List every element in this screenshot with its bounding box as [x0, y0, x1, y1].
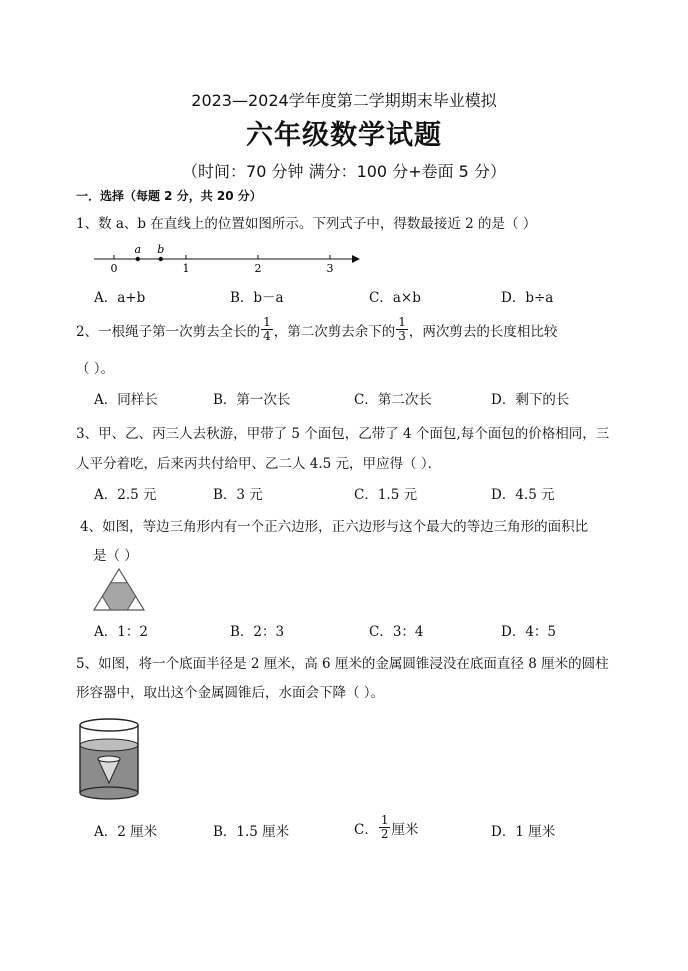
q2-text-part2: ，第二次剪去余下的 — [273, 323, 396, 340]
question-4-line2: 是（ ） — [93, 548, 138, 564]
question-5-line2: 形容器中，取出这个金属圆锥后，水面会下降（ ）。 — [76, 685, 385, 701]
exam-title: 六年级数学试题 — [246, 120, 442, 151]
cylinder-cone-figure — [78, 717, 140, 799]
q2-text-part3: ，两次剪去的长度相比较 — [408, 323, 558, 340]
q5-option-d[interactable]: D．1 厘米 — [491, 824, 556, 840]
q3-option-b[interactable]: B．3 元 — [213, 487, 263, 503]
container-top-ellipse — [80, 719, 138, 731]
q2-option-c[interactable]: C．第二次长 — [354, 392, 432, 408]
number-line-tick-label-3: 3 — [326, 262, 334, 275]
fraction-one-half: $\frac{1}{2}$ — [380, 813, 389, 841]
exam-time-info: （时间：70 分钟 满分：100 分+卷面 5 分） — [182, 162, 506, 181]
q1-option-d[interactable]: D．b÷a — [501, 290, 554, 306]
q4-option-a[interactable]: A．1：2 — [94, 624, 148, 640]
q2-text-part1: 2、一根绳子第一次剪去全长的 — [76, 323, 261, 340]
q1-option-c[interactable]: C．a×b — [369, 290, 421, 306]
q3-option-c[interactable]: C．1.5 元 — [354, 487, 418, 503]
question-5-line1: 5、如图，将一个底面半径是 2 厘米，高 6 厘米的金属圆锥浸没在底面直径 8 厘米的圆柱 — [76, 656, 609, 672]
number-line-tick-label-2: 2 — [254, 262, 262, 275]
q2-option-b[interactable]: B．第一次长 — [213, 392, 291, 408]
q4-option-b[interactable]: B．2：3 — [230, 624, 285, 640]
number-line-tick-label-1: 1 — [182, 262, 190, 275]
q2-option-a[interactable]: A．同样长 — [94, 392, 158, 408]
exam-subtitle: 2023—2024学年度第二学期期末毕业模拟 — [191, 91, 497, 110]
number-line-tick-label-0: 0 — [110, 262, 118, 275]
cone-top-ellipse — [98, 756, 120, 762]
q4-option-d[interactable]: D．4：5 — [501, 624, 557, 640]
question-4-line1: 4、如图，等边三角形内有一个正六边形，正六边形与这个最大的等边三角形的面积比 — [80, 519, 589, 535]
water-surface-ellipse — [80, 739, 138, 751]
q4-option-c[interactable]: C．3：4 — [369, 624, 424, 640]
question-3-line1: 3、甲、乙、丙三人去秋游，甲带了 5 个面包，乙带了 4 个面包,每个面包的价格相同，三 — [76, 426, 610, 442]
section-title: 一．选择（每题 2 分，共 20 分） — [76, 189, 262, 203]
q3-option-a[interactable]: A．2.5 元 — [94, 487, 157, 503]
q1-option-a[interactable]: A．a+b — [94, 290, 146, 306]
q2-option-d[interactable]: D．剩下的长 — [491, 392, 570, 408]
q5-option-c[interactable]: C． $\frac{1}{2}$ 厘米 — [354, 813, 419, 841]
number-line-figure — [90, 238, 365, 274]
number-line-arrow-icon — [352, 255, 360, 263]
q3-option-d[interactable]: D．4.5 元 — [491, 487, 555, 503]
fraction-one-third: $\frac{1}{3}$ — [398, 315, 406, 343]
q1-option-b[interactable]: B．b－a — [230, 290, 284, 306]
q5-option-b[interactable]: B．1.5 厘米 — [213, 824, 290, 840]
q5-option-a[interactable]: A．2 厘米 — [94, 824, 158, 840]
number-line-point-label-a: a — [134, 243, 142, 256]
triangle-hexagon-figure — [94, 569, 144, 611]
question-2-text — [76, 316, 557, 343]
number-line-point-label-b: b — [157, 243, 165, 256]
fraction-one-quarter: $\frac{1}{4}$ — [263, 315, 271, 343]
number-line-point-b — [159, 257, 163, 261]
q2-answer-blank: （ ）。 — [76, 361, 115, 377]
question-1-text: 1、数 a、b 在直线上的位置如图所示。下列式子中，得数最接近 2 的是（ ） — [76, 216, 537, 232]
container-bottom-ellipse — [80, 787, 138, 799]
number-line-point-a — [136, 257, 140, 261]
question-3-line2: 人平分着吃，后来丙共付给甲、乙二人 4.5 元，甲应得（ ）． — [76, 456, 442, 472]
